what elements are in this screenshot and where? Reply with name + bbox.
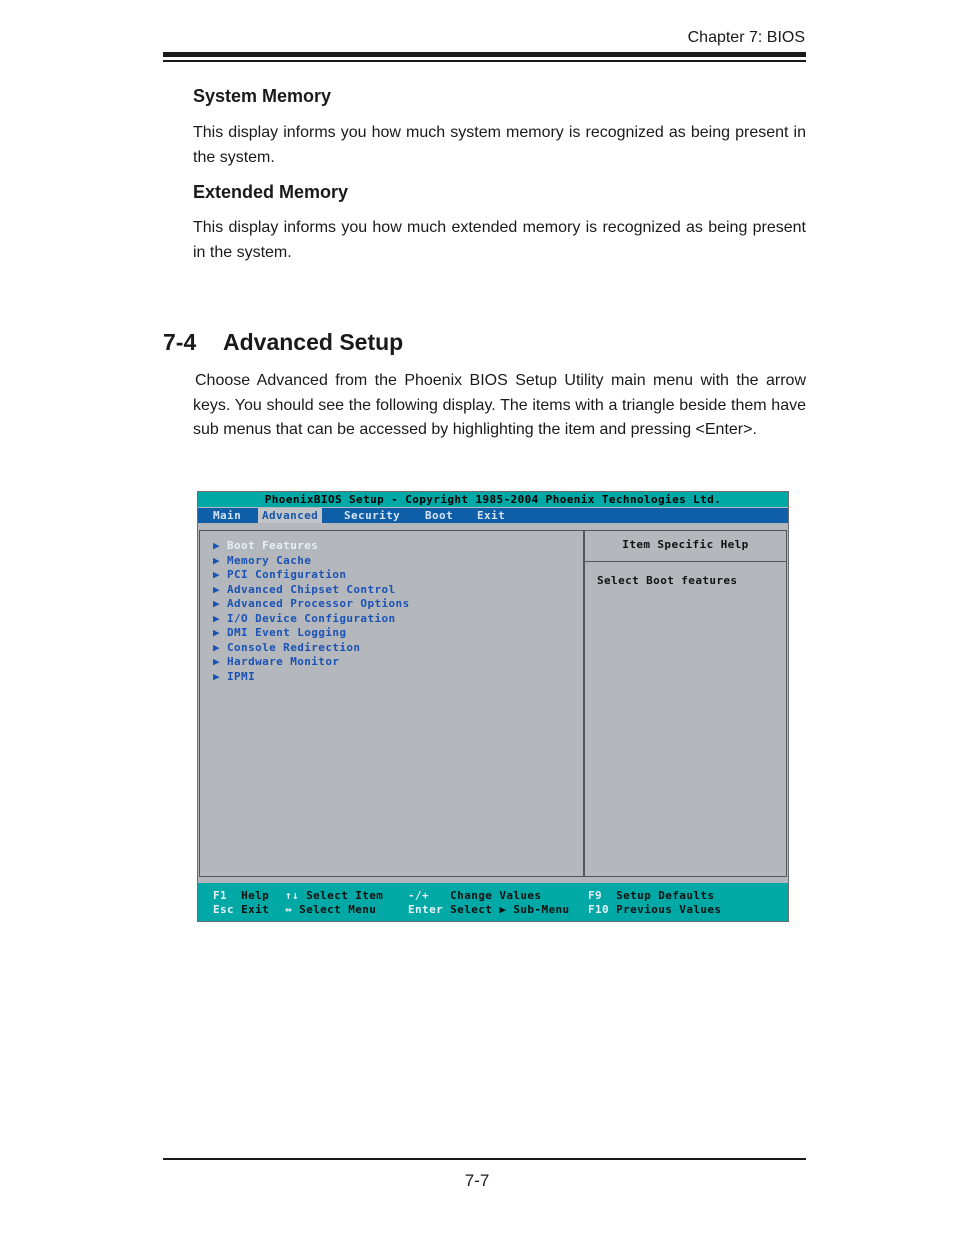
section-number: 7-4 <box>163 329 197 355</box>
legend-minusplus-key: -/+ <box>408 889 430 902</box>
bios-item-ipmi[interactable] <box>213 670 255 683</box>
legend-f9-label: Setup Defaults <box>616 889 715 902</box>
extended-memory-heading: Extended Memory <box>193 182 349 202</box>
legend-esc <box>213 903 269 916</box>
bios-menu-main[interactable]: Main <box>213 509 242 522</box>
bios-item-label: IPMI <box>227 669 256 683</box>
bios-item-panel <box>199 530 584 877</box>
legend-updown-label: Select Item <box>306 889 384 902</box>
bios-help-panel <box>584 530 787 877</box>
submenu-triangle-icon: ▶ <box>213 539 221 552</box>
submenu-triangle-icon: ▶ <box>213 655 221 668</box>
legend-f9-key: F9 <box>588 889 603 902</box>
bios-item-memory-cache[interactable] <box>213 554 311 567</box>
bios-menu-bar <box>198 508 788 523</box>
section-title <box>163 329 403 356</box>
legend-f10 <box>588 903 721 916</box>
bios-item-console-redirection[interactable] <box>213 641 360 654</box>
bios-item-dmi-event-logging[interactable] <box>213 626 346 639</box>
legend-enter <box>408 903 570 916</box>
bios-item-label: PCI Configuration <box>227 568 347 581</box>
bios-menu-security[interactable]: Security <box>344 509 401 522</box>
bios-menu-advanced[interactable]: Advanced <box>258 508 322 523</box>
legend-updown <box>285 889 383 902</box>
footer-rule <box>163 1158 806 1160</box>
bios-title-bar <box>198 492 788 507</box>
legend-f1-label: Help <box>241 889 270 902</box>
bios-item-advanced-chipset-control[interactable] <box>213 583 396 596</box>
bios-item-pci-configuration[interactable] <box>213 568 346 581</box>
bios-key-legend <box>198 883 788 921</box>
legend-esc-key: Esc <box>213 903 235 916</box>
legend-leftright-label: Select Menu <box>299 903 377 916</box>
help-text: Select Boot features <box>597 574 738 587</box>
bios-item-label: Advanced Chipset Control <box>227 582 396 596</box>
advanced-setup-body: Choose Advanced from the Phoenix BIOS Setup Utility main menu with the arrow keys. You should see the following display. The items with a triangle beside them have sub menus that can be accessed by highlighting the item and pressing <Enter>. <box>193 372 806 438</box>
bios-title: PhoenixBIOS Setup - Copyright 1985-2004 Phoenix Technologies Ltd. <box>264 493 722 506</box>
legend-f10-label: Previous Values <box>616 903 722 916</box>
bios-item-label: Hardware Monitor <box>227 655 340 668</box>
legend-enter-key: Enter <box>408 903 444 916</box>
bios-item-boot-features[interactable] <box>213 539 318 552</box>
legend-enter-label: Select ▶ Sub-Menu <box>450 903 570 916</box>
legend-f1-key: F1 <box>213 889 228 902</box>
submenu-triangle-icon: ▶ <box>213 626 221 639</box>
legend-minusplus <box>408 889 541 902</box>
legend-leftright <box>285 903 376 916</box>
header-rule-thin <box>163 60 806 62</box>
submenu-triangle-icon: ▶ <box>213 640 221 654</box>
bios-item-hardware-monitor[interactable] <box>213 655 339 668</box>
bios-menu-exit[interactable]: Exit <box>477 509 506 522</box>
bios-item-i-o-device-configuration[interactable] <box>213 612 396 625</box>
bios-item-label: Advanced Processor Options <box>227 597 410 610</box>
system-memory-body: This display informs you how much system memory is recognized as being present in the system. <box>193 124 806 166</box>
legend-minusplus-label: Change Values <box>450 889 542 902</box>
legend-esc-label: Exit <box>241 903 270 916</box>
bios-item-label: Memory Cache <box>227 553 312 567</box>
bios-item-label: Console Redirection <box>227 640 361 654</box>
bios-item-label: DMI Event Logging <box>227 626 347 639</box>
page-number: 7-7 <box>464 1171 490 1190</box>
legend-updown-key: ↑↓ <box>285 889 300 902</box>
extended-memory-body: This display informs you how much extended memory is recognized as being present in the system. <box>193 219 806 261</box>
section-title-text: Advanced Setup <box>223 329 404 355</box>
submenu-triangle-icon: ▶ <box>213 669 221 683</box>
help-header: Item Specific Help <box>622 538 749 551</box>
bios-item-label: I/O Device Configuration <box>227 611 396 625</box>
system-memory-heading: System Memory <box>193 86 332 106</box>
bios-item-label: Boot Features <box>227 539 319 552</box>
bios-screen <box>197 491 789 922</box>
bios-item-advanced-processor-options[interactable] <box>213 597 410 610</box>
submenu-triangle-icon: ▶ <box>213 597 221 610</box>
legend-f1 <box>213 889 269 902</box>
bios-menu-boot[interactable]: Boot <box>425 509 454 522</box>
submenu-triangle-icon: ▶ <box>213 582 221 596</box>
header-rule-thick <box>163 52 806 57</box>
submenu-triangle-icon: ▶ <box>213 611 221 625</box>
legend-f10-key: F10 <box>588 903 610 916</box>
help-header-box <box>585 531 786 562</box>
submenu-triangle-icon: ▶ <box>213 553 221 567</box>
legend-f9 <box>588 889 714 902</box>
submenu-triangle-icon: ▶ <box>213 568 221 581</box>
chapter-header: Chapter 7: BIOS <box>687 29 805 46</box>
legend-leftright-key: ↔ <box>285 903 293 916</box>
